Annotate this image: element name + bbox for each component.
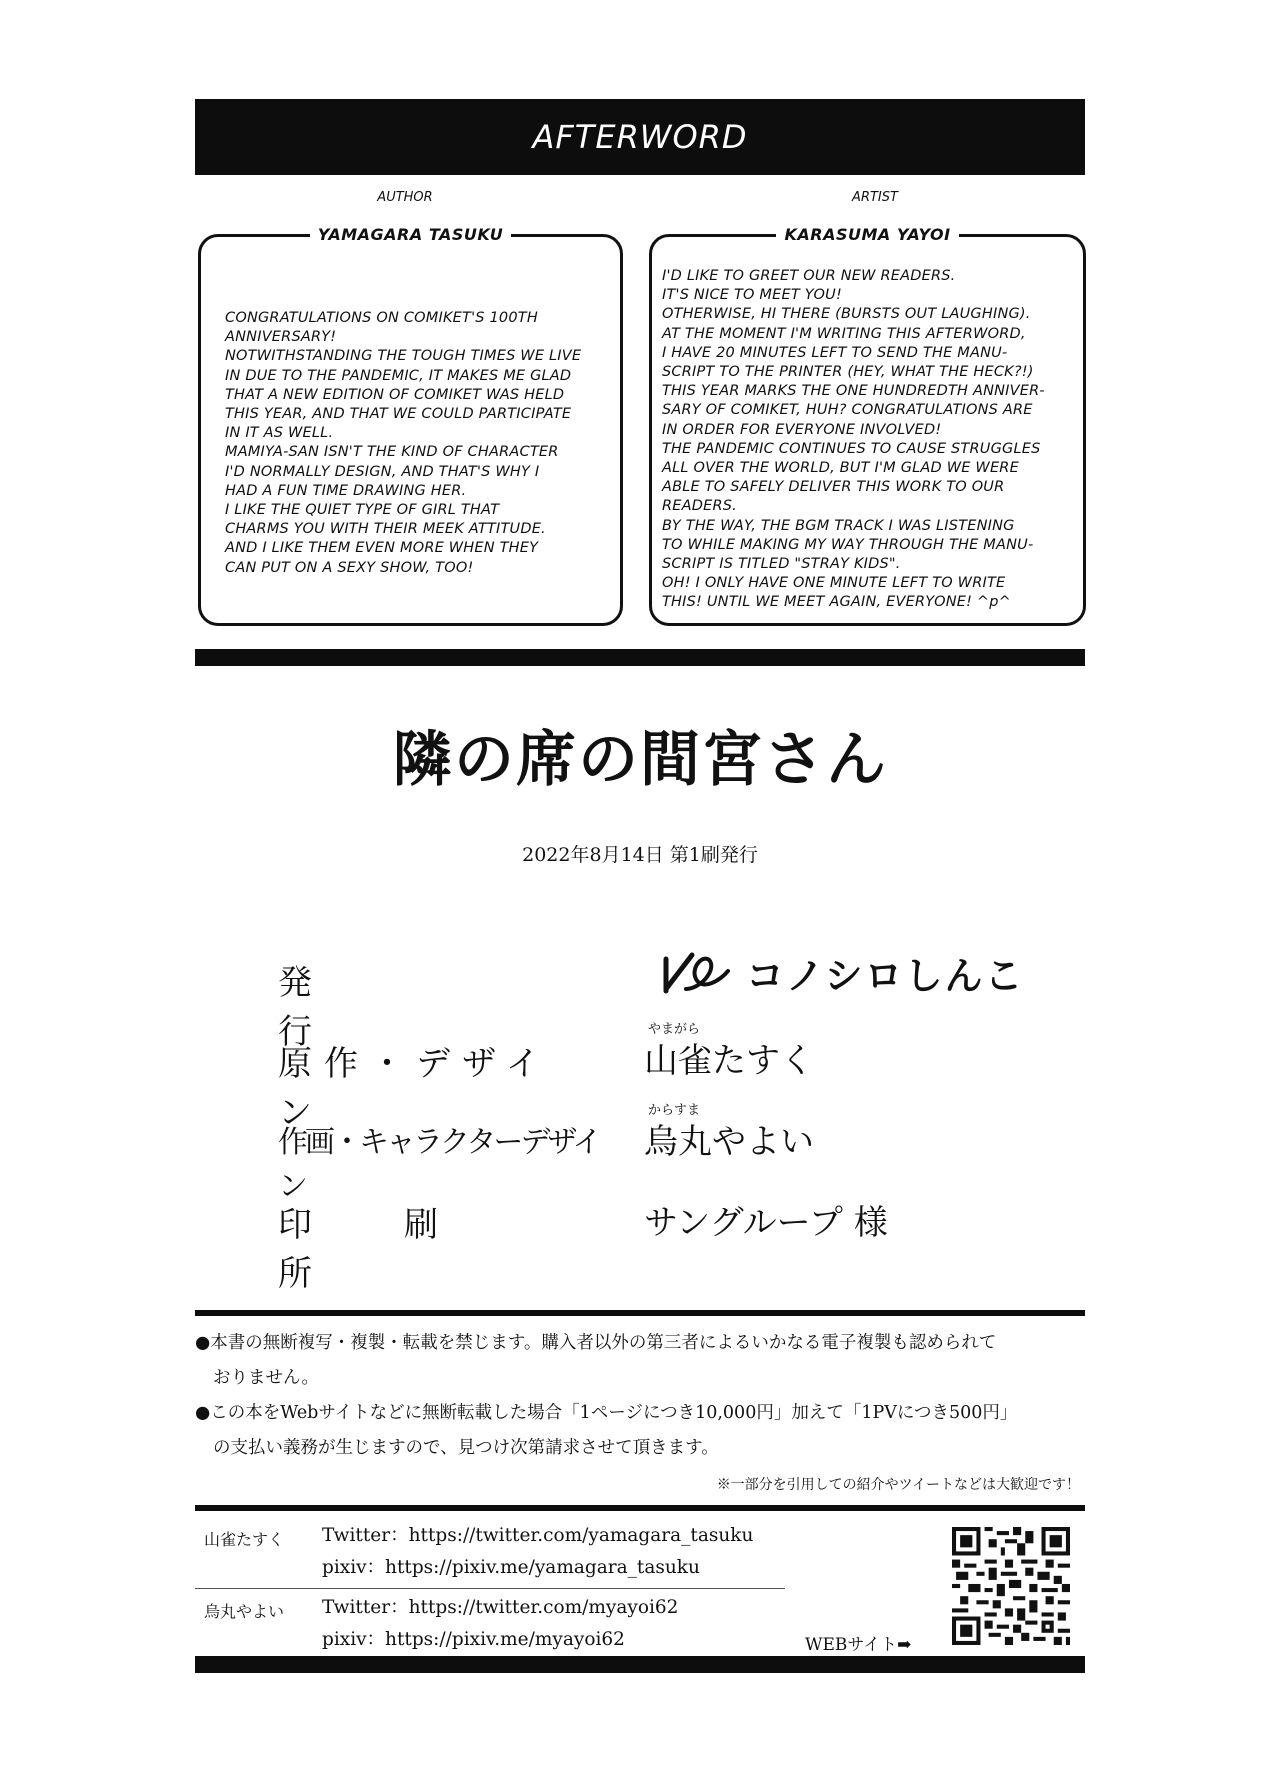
contacts-divider — [195, 1588, 785, 1589]
credit-label-printer — [278, 1197, 568, 1295]
author-name: YAMAGARA TASUKU — [310, 225, 511, 244]
notice-top-rule — [195, 1310, 1085, 1316]
section-divider-bar — [195, 649, 1085, 666]
notice-line: の支払い義務が生じますので、見つけ次第請求させて頂きます。 — [213, 1438, 719, 1458]
notice-line: ●本書の無断複写・複製・転載を禁じます。購入者以外の第三者によるいかなる電子複製も認められて — [195, 1333, 997, 1353]
credit-label-text: 発行 — [278, 963, 508, 1052]
credit-label-text: 印刷所 — [278, 1205, 530, 1294]
qr-code-icon[interactable] — [952, 1527, 1070, 1645]
web-site-label: WEBサイト➡ — [805, 1635, 912, 1655]
book-title: 隣の席の間宮さん — [392, 725, 888, 795]
artist-name-ruby: からすま — [648, 1103, 701, 1118]
notice-footnote: ※一部分を引用しての紹介やツイートなどは大歓迎です！ — [716, 1477, 1080, 1493]
contacts-top-rule — [195, 1505, 1085, 1511]
author-role-label: AUTHOR — [377, 190, 433, 205]
credit-label-art-character-design — [278, 1117, 608, 1205]
author-credit-name: 山雀たすく — [644, 1041, 814, 1081]
artist-message-box — [649, 225, 1086, 626]
artist-name: KARASUMA YAYOI — [776, 225, 958, 244]
publisher-name: コノシロしんこ — [746, 954, 1025, 998]
author-message-text: CONGRATULATIONS ON COMIKET'S 100TH ANNIVERSARY! NOTWITHSTANDING THE TOUGH TIMES WE LIVE IN DUE TO THE PANDEMIC, IT MAKES ME GLAD THAT A NEW EDITION OF COMIKET WAS HELD THIS YEAR, AND THAT WE COULD PARTICIPATE IN IT AS WELL. MAMIYA-SAN ISN'T THE KIND OF CHARACTER I'D NORMALLY DESIGN, AND THAT'S WHY I HAD A FUN TIME DRAWING HER. I LIKE THE QUIET TYPE OF GIRL THAT CHARMS YOU WITH THEIR MEEK ATTITUDE. AND I LIKE THEM EVEN MORE WHEN THEY CAN PUT ON A SEXY SHOW, TOO! — [225, 310, 582, 576]
contact-author-links — [322, 1520, 753, 1584]
artist-twitter-link[interactable]: Twitter：https://twitter.com/myayoi62 — [322, 1597, 679, 1618]
contact-artist-links — [322, 1592, 678, 1656]
notice-line: おりません。 — [213, 1368, 320, 1388]
notice-line: ●この本をWebサイトなどに無断転載した場合「1ページにつき10,000円」加えて「1PVにつき500円」 — [195, 1403, 1018, 1423]
publisher-mark-icon — [660, 949, 732, 997]
author-message-box — [198, 225, 623, 626]
afterword-title: AFTERWORD — [532, 118, 748, 156]
credit-label-text: 作画・キャラクターデザイン — [278, 1125, 600, 1204]
artist-message-text: I'D LIKE TO GREET OUR NEW READERS. IT'S NICE TO MEET YOU! OTHERWISE, HI THERE (BURSTS OUT LAUGHING). AT THE MOMENT I'M WRITING THIS AFTERWORD, I HAVE 20 MINUTES LEFT TO SEND THE MANU- SCRIPT TO THE PRINTER (HEY, WHAT THE HECK?!) THIS YEAR MARKS THE ONE HUNDREDTH ANNIVER- SARY OF COMIKET, HUH? CONGRATULATIONS ARE IN ORDER FOR EVERYONE INVOLVED! THE PANDEMIC CONTINUES TO CAUSE STRUGGLES ALL OVER THE WORLD, BUT I'M GLAD WE WERE ABLE TO SAFELY DELIVER THIS WORK TO OUR READERS. BY THE WAY, THE BGM TRACK I WAS LISTENING TO WHILE MAKING MY WAY THROUGH THE MANU- SCRIPT IS TITLED "STRAY KIDS". OH! I ONLY HAVE ONE MINUTE LEFT TO WRITE THIS! UNTIL WE MEET AGAIN, EVERYONE! ^p^ — [662, 268, 1045, 611]
bottom-bar — [195, 1656, 1085, 1673]
credit-label-text: 原作・デザイン — [278, 1044, 552, 1133]
afterword-banner — [195, 99, 1085, 175]
publication-date: 2022年8月14日 第1刷発行 — [522, 844, 758, 866]
artist-role-label: ARTIST — [852, 190, 898, 205]
printer-name: サングループ 様 — [644, 1203, 888, 1243]
publisher-logo — [660, 945, 1024, 1000]
author-twitter-link[interactable]: Twitter：https://twitter.com/yamagara_tasuku — [322, 1525, 754, 1546]
author-name-ruby: やまがら — [648, 1022, 701, 1037]
contact-name-artist: 烏丸やよい — [204, 1602, 285, 1621]
artist-pixiv-link[interactable]: pixiv：https://pixiv.me/myayoi62 — [322, 1629, 625, 1650]
copyright-notice — [195, 1326, 1075, 1466]
author-pixiv-link[interactable]: pixiv：https://pixiv.me/yamagara_tasuku — [322, 1557, 700, 1578]
contact-name-author: 山雀たすく — [204, 1530, 285, 1549]
artist-credit-name: 烏丸やよい — [644, 1122, 814, 1162]
